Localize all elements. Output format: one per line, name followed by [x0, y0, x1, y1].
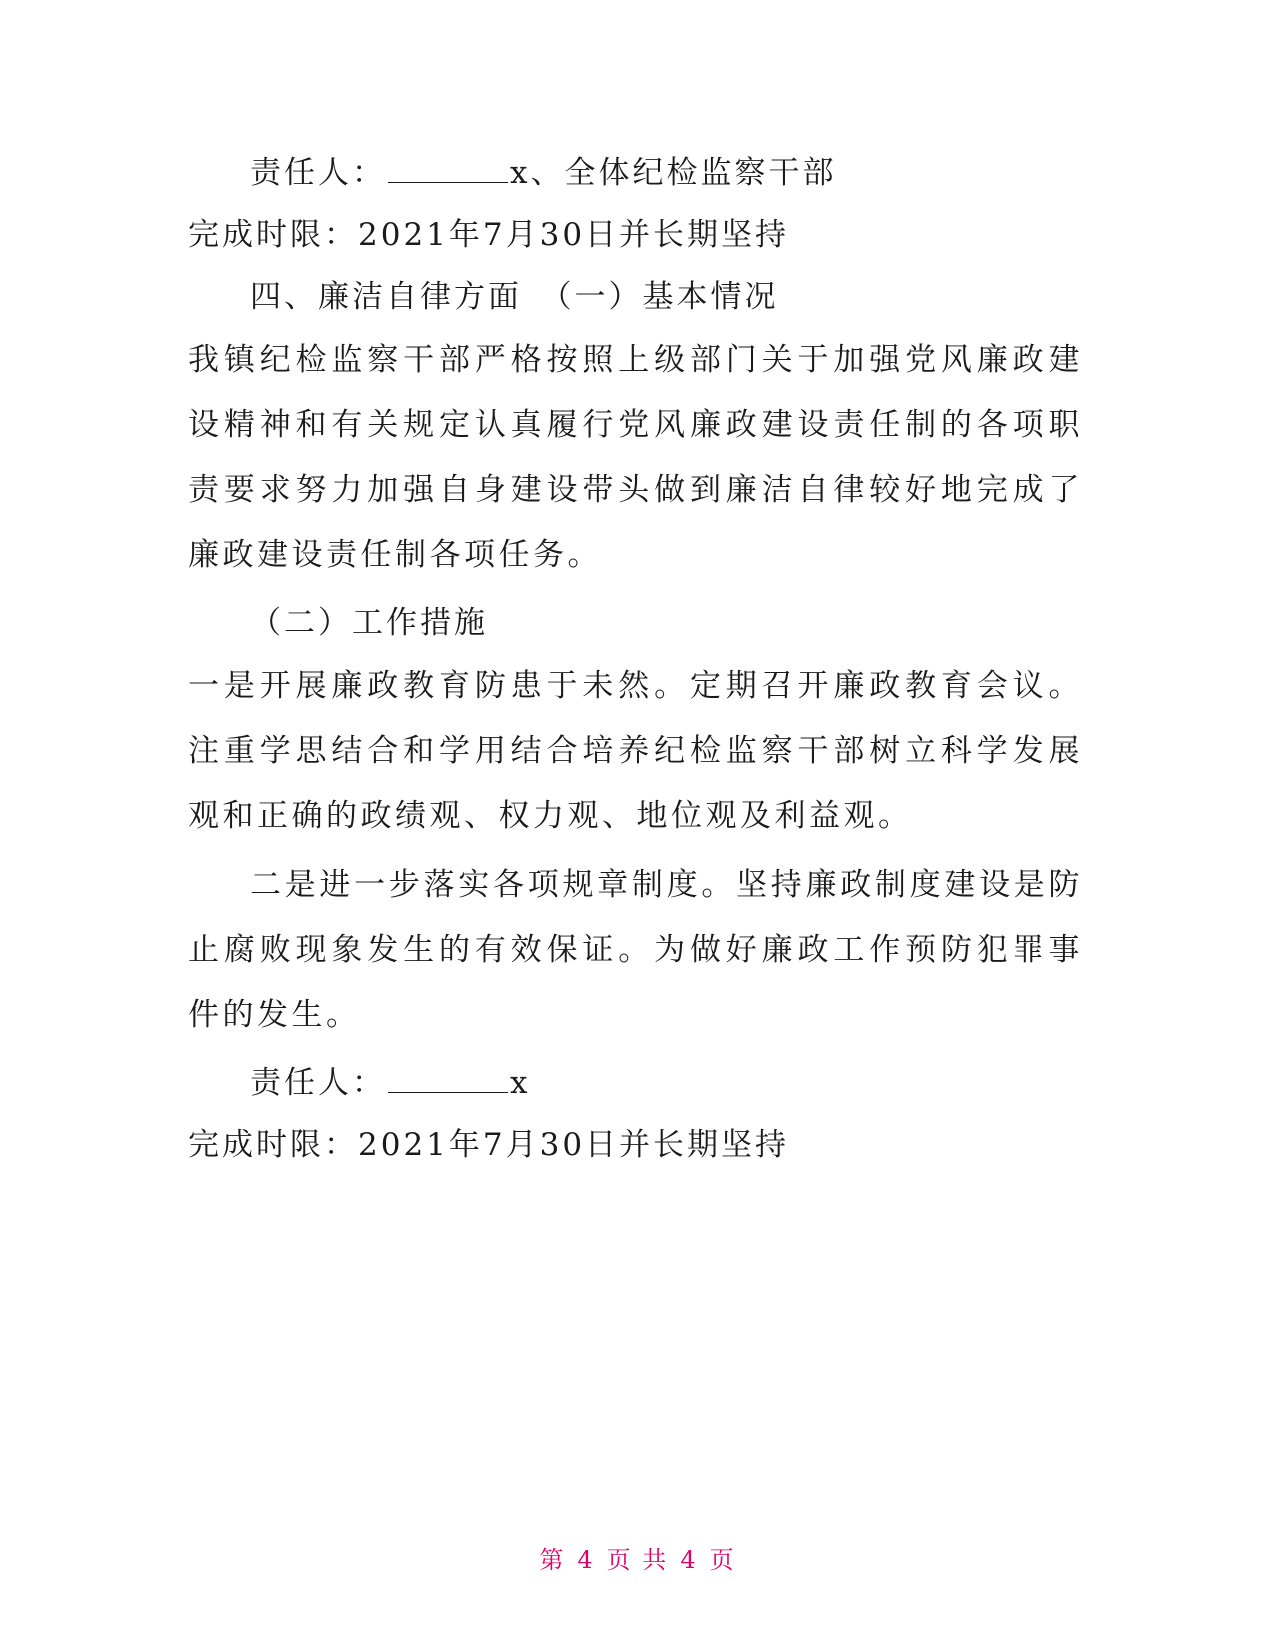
responsible-line-1	[188, 142, 1088, 204]
deadline-line-1: 完成时限：2021年7月30日并长期坚持	[188, 217, 790, 253]
footer-page-number: 4	[577, 1546, 595, 1574]
responsible-blank	[388, 1066, 508, 1093]
footer-suffix: 页	[709, 1546, 736, 1574]
responsible-line-2	[188, 1052, 1088, 1114]
measures-heading: （二）工作措施	[250, 605, 488, 641]
footer-middle: 页 共	[606, 1546, 669, 1574]
responsible-blank	[388, 156, 508, 183]
responsible-names: x、全体纪检监察干部	[510, 155, 837, 191]
document-body	[188, 142, 1088, 1176]
basic-situation-paragraph: 我镇纪检监察干部严格按照上级部门关于加强党风廉政建设精神和有关规定认真履行党风廉政建设责任制的各项职责要求努力加强自身建设带头做到廉洁自律较好地完成了廉政建设责任制各项任务。	[188, 342, 1083, 573]
responsible-label: 责任人：	[250, 155, 386, 191]
footer-prefix: 第	[539, 1546, 566, 1574]
measure-2-paragraph: 二是进一步落实各项规章制度。坚持廉政制度建设是防止腐败现象发生的有效保证。为做好廉政工作预防犯罪事件的发生。	[188, 867, 1083, 1033]
responsible-names: x	[510, 1065, 531, 1101]
responsible-label: 责任人：	[250, 1065, 386, 1101]
footer-total-pages: 4	[680, 1546, 698, 1574]
page-footer	[0, 1540, 1275, 1575]
measure-1-paragraph: 一是开展廉政教育防患于未然。定期召开廉政教育会议。注重学思结合和学用结合培养纪检监察干部树立科学发展观和正确的政绩观、权力观、地位观及利益观。	[188, 668, 1083, 834]
section-heading: 四、廉洁自律方面 （一）基本情况	[250, 279, 779, 315]
deadline-line-2: 完成时限：2021年7月30日并长期坚持	[188, 1127, 790, 1163]
